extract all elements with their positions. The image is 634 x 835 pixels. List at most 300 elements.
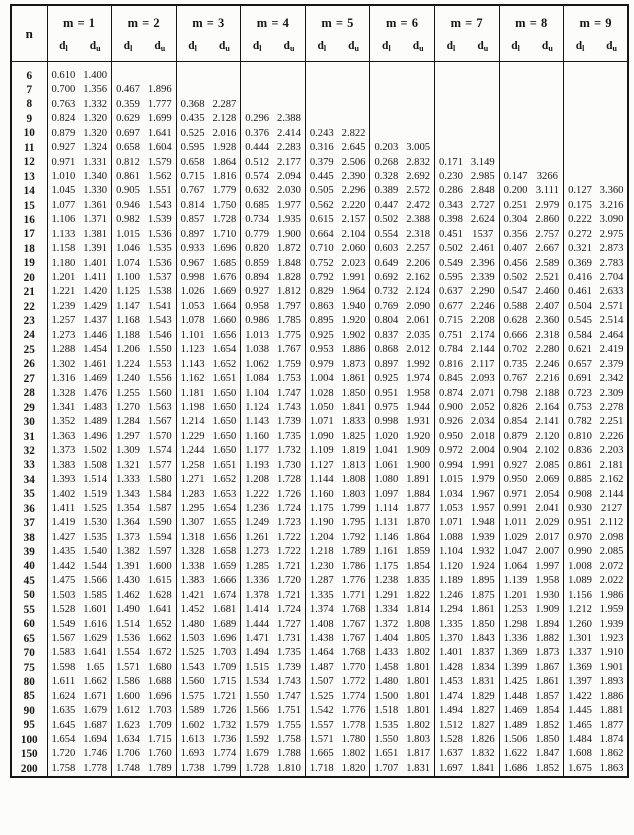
dl-value: 1.127: [309, 459, 334, 471]
dl-value: 0.222: [568, 214, 592, 226]
m8-cell: [499, 372, 564, 386]
table-row: [11, 170, 628, 184]
du-header: $d_u$: [89, 40, 101, 53]
m6-cell: [370, 762, 435, 777]
du-value: 1.997: [535, 560, 560, 572]
dl-value: 1.230: [309, 560, 334, 572]
m3-cell: [176, 444, 241, 458]
du-value: 1.654: [212, 503, 237, 515]
du-value: 1.538: [147, 286, 172, 298]
du-value: 1.563: [147, 401, 172, 413]
dl-value: 0.982: [116, 214, 140, 226]
du-value: 1.789: [341, 546, 366, 558]
du-value: 1.808: [406, 618, 431, 630]
m8-cell: [499, 603, 564, 617]
m2-cell: [112, 488, 177, 502]
m2-cell: [112, 430, 177, 444]
du-header: $d_u$: [218, 40, 230, 53]
du-value: 1.594: [147, 531, 172, 543]
dl-value: 0.554: [374, 228, 399, 240]
dl-value: 0.812: [116, 156, 140, 168]
du-value: 2.141: [535, 416, 560, 428]
dl-value: 0.792: [309, 272, 334, 284]
dl-value: 1.181: [180, 387, 205, 399]
du-value: 1.546: [147, 329, 172, 341]
dl-value: 1.518: [374, 705, 399, 717]
du-value: 2.873: [599, 243, 624, 255]
du-value: 2.093: [470, 373, 495, 385]
dl-value: 0.272: [568, 228, 592, 240]
du-value: 2.860: [535, 214, 560, 226]
m5-cell: [305, 62, 370, 84]
du-value: 2.022: [599, 575, 624, 587]
m2-cell: [112, 502, 177, 516]
m4-cell: [241, 748, 306, 762]
du-value: 2.985: [470, 170, 495, 182]
du-value: 1.967: [470, 488, 495, 500]
du-value: 1.728: [277, 474, 301, 486]
du-value: 1.544: [83, 560, 108, 572]
table-row: [11, 228, 628, 242]
m6-cell: [370, 531, 435, 545]
m9-cell: [564, 444, 629, 458]
m6-cell: [370, 98, 435, 112]
m9-cell: [564, 343, 629, 357]
n-value: 37: [23, 517, 35, 530]
dl-value: 1.528: [51, 604, 76, 616]
du-value: 1.696: [212, 632, 237, 644]
dl-value: 0.994: [439, 459, 463, 471]
dl-value: 1.354: [116, 503, 140, 515]
m7-cell: [435, 83, 500, 97]
dl-value: 1.124: [245, 401, 270, 413]
du-value: 2.029: [535, 517, 560, 529]
dl-value: 1.273: [245, 546, 270, 558]
dl-value: 1.123: [180, 344, 205, 356]
dl-value: 1.190: [309, 517, 334, 529]
dl-value: 1.077: [51, 199, 76, 211]
dl-value: 1.125: [116, 286, 140, 298]
m6-cell: [370, 748, 435, 762]
n-value: 90: [23, 704, 35, 717]
dl-value: 0.861: [568, 459, 592, 471]
m5-cell: [305, 387, 370, 401]
m6-cell: [370, 127, 435, 141]
m6-cell: [370, 444, 435, 458]
n-value: 28: [23, 387, 35, 400]
m2-cell: [112, 733, 177, 747]
m4-cell: [241, 603, 306, 617]
m7-cell: [435, 300, 500, 314]
dl-value: 0.986: [245, 315, 270, 327]
m1-cell: [47, 98, 112, 112]
du-value: 1.758: [277, 734, 301, 746]
dl-value: 0.715: [439, 315, 463, 327]
du-value: 2.164: [535, 401, 560, 413]
table-row: [11, 574, 628, 588]
du-value: 2.645: [341, 142, 366, 154]
m7-cell: [435, 98, 500, 112]
du-value: 1.429: [83, 300, 108, 312]
dl-value: 0.664: [309, 228, 334, 240]
table-row: [11, 62, 628, 84]
dl-value: 1.602: [180, 719, 205, 731]
du-value: 1.689: [212, 618, 237, 630]
dl-value: 0.251: [503, 199, 528, 211]
dl-value: 1.053: [439, 503, 463, 515]
du-value: 1.909: [406, 445, 431, 457]
m2-cell: [112, 83, 177, 97]
dl-value: 0.751: [439, 329, 463, 341]
dl-value: 1.047: [503, 546, 528, 558]
dl-value: 1.133: [51, 228, 76, 240]
du-value: 1.940: [341, 300, 366, 312]
m8-cell: [499, 98, 564, 112]
dl-value: 1.408: [309, 618, 334, 630]
dl-value: 1.309: [116, 445, 140, 457]
dl-value: 1.301: [568, 632, 592, 644]
dl-value: 0.692: [374, 272, 399, 284]
m1-cell: [47, 618, 112, 632]
m7-cell: [435, 647, 500, 661]
dl-value: 1.071: [309, 416, 334, 428]
m-group-header: [47, 5, 112, 62]
dl-value: 1.402: [51, 488, 76, 500]
m2-cell: [112, 329, 177, 343]
du-value: 2.667: [535, 243, 560, 255]
m3-cell: [176, 589, 241, 603]
m7-cell: [435, 632, 500, 646]
dl-value: 1.337: [568, 647, 592, 659]
du-value: 1.483: [83, 401, 108, 413]
m3-cell: [176, 62, 241, 84]
du-value: 1.650: [212, 416, 237, 428]
dl-value: 1.419: [51, 517, 76, 529]
du-value: 1.641: [147, 127, 172, 139]
m8-cell: [499, 228, 564, 242]
du-value: 1.850: [470, 618, 495, 630]
n-value: 55: [23, 603, 35, 616]
du-value: 1.777: [147, 98, 172, 110]
m6-cell: [370, 603, 435, 617]
dl-value: 0.826: [503, 401, 528, 413]
m6-cell: [370, 416, 435, 430]
m6-cell: [370, 112, 435, 126]
dl-value: 0.416: [568, 272, 592, 284]
dl-value: 1.506: [503, 734, 528, 746]
m5-cell: [305, 733, 370, 747]
dl-value: 0.837: [374, 329, 399, 341]
m3-cell: [176, 531, 241, 545]
du-value: 2.419: [599, 344, 624, 356]
du-value: 1.615: [147, 575, 172, 587]
du-value: 1.723: [277, 517, 301, 529]
du-value: 1.831: [470, 676, 495, 688]
m-group-header: [564, 5, 629, 62]
m6-cell: [370, 618, 435, 632]
m4-cell: [241, 257, 306, 271]
dl-value: 0.946: [116, 199, 140, 211]
m1-cell: [47, 502, 112, 516]
dl-value: 0.925: [309, 329, 334, 341]
m9-cell: [564, 690, 629, 704]
m3-cell: [176, 98, 241, 112]
du-value: 1.833: [341, 416, 366, 428]
dl-value: 1.557: [309, 719, 334, 731]
m1-cell: [47, 589, 112, 603]
du-value: 1.65: [85, 661, 105, 673]
m3-cell: [176, 387, 241, 401]
m7-cell: [435, 185, 500, 199]
m5-cell: [305, 675, 370, 689]
table-row: [11, 459, 628, 473]
du-value: 1.743: [277, 676, 301, 688]
dl-value: 0.562: [309, 199, 334, 211]
m1-cell: [47, 242, 112, 256]
dl-value: 1.675: [568, 762, 592, 774]
du-value: 2.278: [599, 401, 624, 413]
m7-cell: [435, 257, 500, 271]
m5-cell: [305, 199, 370, 213]
dl-value: 1.428: [439, 661, 463, 673]
m5-cell: [305, 647, 370, 661]
m9-cell: [564, 62, 629, 84]
du-value: 1.774: [341, 690, 366, 702]
dl-value: 0.951: [568, 517, 592, 529]
m7-cell: [435, 762, 500, 777]
m8-cell: [499, 675, 564, 689]
du-value: 2.120: [535, 430, 560, 442]
m8-cell: [499, 387, 564, 401]
m8-cell: [499, 329, 564, 343]
m6-cell: [370, 502, 435, 516]
m6-cell: [370, 387, 435, 401]
dl-value: 1.490: [116, 604, 140, 616]
m2-cell: [112, 618, 177, 632]
m9-cell: [564, 748, 629, 762]
dl-value: 1.369: [503, 647, 528, 659]
m7-cell: [435, 127, 500, 141]
m-group-header: [370, 5, 435, 62]
dl-value: 1.487: [309, 661, 334, 673]
m7-cell: [435, 733, 500, 747]
dl-value: 0.804: [374, 315, 399, 327]
du-value: 1.655: [212, 517, 237, 529]
du-value: 1.694: [83, 734, 108, 746]
m4-cell: [241, 517, 306, 531]
m3-cell: [176, 343, 241, 357]
dl-value: 0.649: [374, 257, 399, 269]
du-value: 2.783: [599, 257, 624, 269]
dl-value: 0.829: [309, 286, 334, 298]
du-value: 1.732: [277, 445, 301, 457]
m7-cell: [435, 228, 500, 242]
dl-value: 1.469: [503, 705, 528, 717]
dl-value: 1.503: [180, 632, 205, 644]
m6-cell: [370, 560, 435, 574]
du-value: 2.572: [406, 185, 431, 197]
du-header: $d_u$: [606, 40, 617, 53]
m4-cell: [241, 531, 306, 545]
n-value: 39: [23, 546, 35, 559]
m2-cell: [112, 98, 177, 112]
dl-value: 1.146: [374, 531, 399, 543]
dl-value: 1.089: [568, 575, 592, 587]
dl-value: 1.608: [568, 748, 592, 760]
du-value: 1.802: [406, 719, 431, 731]
du-value: 1.570: [147, 430, 172, 442]
du-value: 1.391: [83, 243, 108, 255]
dl-value: 0.629: [116, 113, 140, 125]
dl-header: $d_l$: [317, 40, 327, 53]
du-value: 1.820: [341, 762, 366, 774]
du-header: $d_u$: [412, 40, 424, 53]
dl-value: 1.706: [116, 748, 140, 760]
du-value: 2.060: [341, 243, 366, 255]
du-value: 1.476: [83, 387, 108, 399]
du-value: 1.525: [83, 503, 108, 515]
table-row: [11, 358, 628, 372]
du-value: 2.085: [599, 546, 624, 558]
dl-value: 1.236: [245, 503, 270, 515]
m6-cell: [370, 632, 435, 646]
m1-cell: [47, 416, 112, 430]
dl-value: 0.697: [116, 127, 140, 139]
du-value: 2.016: [212, 127, 237, 139]
dl-value: 1.645: [51, 719, 76, 731]
m1-cell: [47, 127, 112, 141]
m1-cell: [47, 343, 112, 357]
du-value: 1.767: [341, 632, 366, 644]
du-value: 1.768: [341, 604, 366, 616]
du-value: 2.071: [470, 387, 495, 399]
du-value: 1.789: [147, 762, 172, 774]
m9-cell: [564, 228, 629, 242]
dl-value: 1.575: [180, 690, 205, 702]
m4-cell: [241, 112, 306, 126]
m8-cell: [499, 185, 564, 199]
m8-cell: [499, 459, 564, 473]
m7-cell: [435, 314, 500, 328]
m3-cell: [176, 314, 241, 328]
m3-cell: [176, 170, 241, 184]
dl-value: 1.080: [374, 474, 399, 486]
m2-cell: [112, 647, 177, 661]
dl-value: 0.895: [309, 315, 334, 327]
m6-cell: [370, 156, 435, 170]
dl-value: 1.307: [180, 517, 205, 529]
dl-value: 1.249: [245, 517, 270, 529]
du-value: 2.041: [535, 503, 560, 515]
m7-cell: [435, 387, 500, 401]
dl-value: 1.494: [439, 705, 463, 717]
m9-cell: [564, 632, 629, 646]
dl-value: 0.905: [116, 185, 140, 197]
m-label: m = 9: [579, 16, 613, 30]
m7-cell: [435, 704, 500, 718]
du-value: 1.401: [83, 257, 108, 269]
dl-value: 0.933: [180, 243, 205, 255]
dl-value: 0.171: [439, 156, 463, 168]
du-value: 1.958: [535, 575, 560, 587]
m1-cell: [47, 603, 112, 617]
du-value: 1.775: [277, 329, 301, 341]
du-value: 1.867: [535, 661, 560, 673]
dl-value: 1.206: [116, 344, 140, 356]
n-value: 19: [23, 257, 35, 270]
dl-value: 0.971: [503, 488, 528, 500]
n-value: 75: [23, 661, 35, 674]
table-row: [11, 647, 628, 661]
dl-value: 0.447: [374, 199, 399, 211]
du-value: 1.776: [341, 575, 366, 587]
dl-value: 1.515: [245, 661, 270, 673]
dl-value: 0.885: [568, 474, 592, 486]
du-value: 1.825: [341, 430, 366, 442]
table-row: [11, 127, 628, 141]
du-value: 2.188: [535, 387, 560, 399]
dl-value: 0.967: [180, 257, 205, 269]
m5-cell: [305, 473, 370, 487]
m2-cell: [112, 141, 177, 155]
m1-cell: [47, 661, 112, 675]
du-value: 1.747: [277, 690, 301, 702]
m-group-header: [499, 5, 564, 62]
du-value: 1.910: [599, 647, 624, 659]
du-value: 2.004: [470, 445, 495, 457]
dl-value: 1.500: [374, 690, 399, 702]
dl-value: 0.732: [374, 286, 399, 298]
dl-value: 1.758: [51, 762, 76, 774]
m9-cell: [564, 733, 629, 747]
m6-cell: [370, 329, 435, 343]
m6-cell: [370, 170, 435, 184]
du-value: 1.739: [277, 661, 301, 673]
du-value: 3266: [536, 170, 558, 182]
dl-value: 0.854: [503, 416, 528, 428]
m6-cell: [370, 733, 435, 747]
m1-cell: [47, 329, 112, 343]
table-row: [11, 98, 628, 112]
m4-cell: [241, 444, 306, 458]
m8-cell: [499, 762, 564, 777]
table-row: [11, 286, 628, 300]
m4-cell: [241, 62, 306, 84]
du-value: 1.709: [212, 661, 237, 673]
du-value: 1.774: [212, 748, 237, 760]
n-value: 16: [23, 213, 35, 226]
dl-value: 1.008: [568, 560, 592, 572]
m1-cell: [47, 704, 112, 718]
dl-value: 1.114: [374, 503, 399, 515]
dl-value: 1.010: [51, 170, 76, 182]
m4-cell: [241, 83, 306, 97]
m1-cell: [47, 387, 112, 401]
table-row: [11, 156, 628, 170]
dl-value: 0.998: [374, 416, 399, 428]
du-value: 1.802: [341, 748, 366, 760]
dl-value: 0.767: [180, 185, 205, 197]
du-value: 1.893: [599, 676, 624, 688]
du-value: 1.852: [535, 762, 560, 774]
dl-value: 0.767: [503, 373, 528, 385]
m6-cell: [370, 271, 435, 285]
dl-value: 1.318: [180, 531, 205, 543]
du-value: 1.597: [147, 546, 172, 558]
dl-value: 0.467: [116, 84, 140, 96]
dl-value: 0.435: [180, 113, 205, 125]
m4-cell: [241, 733, 306, 747]
